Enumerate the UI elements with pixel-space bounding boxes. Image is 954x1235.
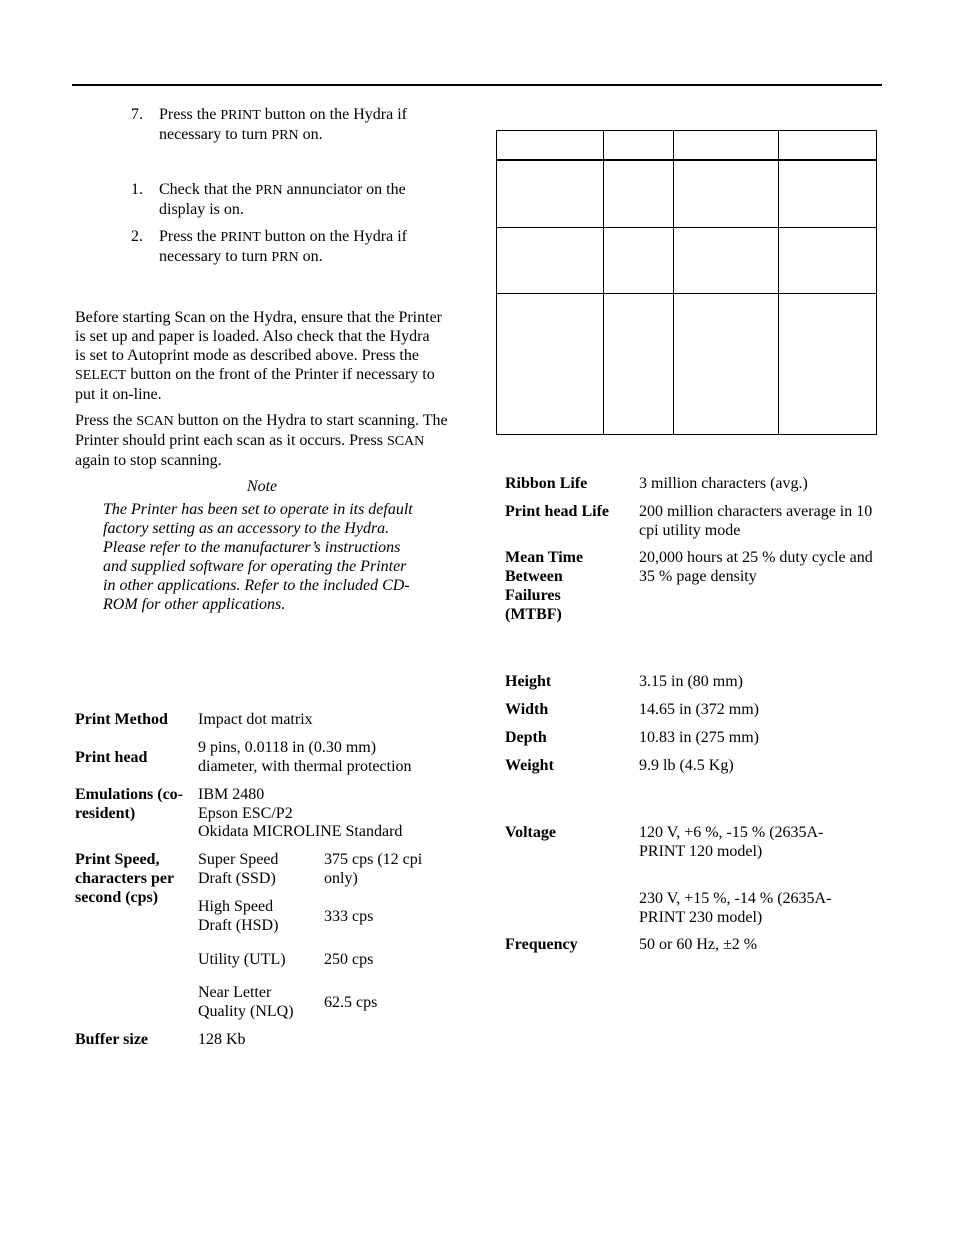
spec-value: 14.65 in (372 mm) [639,701,759,718]
spec-value: 50 or 60 Hz, ±2 % [639,936,758,953]
spec-value: 9 pins, 0.0118 in (0.30 mm) diameter, with thermal protection [198,739,412,775]
step-number: 2. [131,228,143,245]
prn-annunciator-ref: PRN [271,250,299,265]
note-title: Note [246,478,278,495]
spec-label: Voltage [505,824,556,841]
emulation-epson: Epson ESC/P2 [198,805,293,822]
scan-button-ref: SCAN [386,434,425,449]
spec-value: 200 million characters average in 10 cpi utility mode [639,503,873,539]
step-list-prn [131,180,441,267]
spec-label: Mean Time Between Failures (MTBF) [505,549,584,623]
header-rule [72,84,882,86]
voltage-120: 120 V, +6 %, -15 % (2635A-PRINT 120 model) [639,824,824,860]
spec-label: Print head Life [505,503,609,520]
spec-value: 3.15 in (80 mm) [639,673,743,690]
spec-value: 128 Kb [198,1031,246,1048]
spec-label: Buffer size [75,1031,149,1048]
speed-mode: High Speed Draft (HSD) [198,898,279,934]
spec-value: 3 million characters (avg.) [639,475,808,492]
spec-label: Height [505,673,552,690]
spec-label: Width [505,701,549,718]
table-row-divider [497,227,876,228]
scan-button-ref: SCAN [136,414,174,429]
table-divider [603,131,604,434]
voltage-230: 230 V, +15 %, -14 % (2635A-PRINT 230 model) [639,890,832,926]
step-number: 1. [131,181,143,198]
spec-label: Weight [505,757,554,774]
print-button-ref: PRINT [220,108,261,123]
step-list-top [131,105,441,145]
spec-value: 10.83 in (275 mm) [639,729,759,746]
table-header-rule [497,159,876,161]
spec-label: Emulations (co-resident) [75,786,183,822]
emulation-ibm: IBM 2480 [198,786,265,803]
speed-value: 62.5 cps [324,994,378,1011]
spec-label: Frequency [505,936,578,953]
speed-mode: Super Speed Draft (SSD) [198,851,279,887]
table-row-divider [497,293,876,294]
paragraph-before-scan: Before starting Scan on the Hydra, ensure that the Printer is set up and paper is loaded. Also check that the Hydra is set to Autoprint mode as described above. Press the SELECT button on the front of the Printer if necessary to put it on-line. [75,309,442,403]
table-divider [673,131,674,434]
speed-mode: Utility (UTL) [198,951,286,968]
speed-value: 333 cps [324,908,374,925]
spec-label: Print head [75,749,148,766]
note-body: The Printer has been set to operate in its default factory setting as an accessory to the Hydra. Please refer to the manufacturer’s instructions and supplied software for operating the Printer in other applications. Refer to the included CD-ROM for other applications. [103,501,413,613]
spec-value: Impact dot matrix [198,711,313,728]
list-item: 1. Check that the PRN annunciator on the display is on. [131,181,406,218]
spec-label: Depth [505,729,547,746]
table-divider [778,131,779,434]
spec-label: Ribbon Life [505,475,588,492]
spec-label: Print Method [75,711,168,728]
list-item: 7. Press the PRINT button on the Hydra if necessary to turn PRN on. [131,106,407,143]
print-button-ref: PRINT [220,230,261,245]
paragraph-scan: Press the SCAN button on the Hydra to start scanning. The Printer should print each scan as it occurs. Press SCAN again to stop scanning. [75,412,448,469]
speed-mode: Near Letter Quality (NLQ) [198,984,294,1020]
spec-value: 20,000 hours at 25 % duty cycle and 35 % page density [639,549,873,585]
prn-annunciator-ref: PRN [271,128,299,143]
speed-value: 250 cps [324,951,374,968]
speed-value: 375 cps (12 cpi only) [324,851,423,887]
step-number: 7. [131,106,143,123]
list-item: 2. Press the PRINT button on the Hydra if necessary to turn PRN on. [131,228,407,265]
empty-table [496,130,877,435]
spec-value: 9.9 lb (4.5 Kg) [639,757,734,774]
select-button-ref: SELECT [75,368,127,383]
emulation-okidata: Okidata MICROLINE Standard [198,823,403,840]
prn-annunciator-ref: PRN [255,183,283,198]
spec-label: Print Speed, characters per second (cps) [75,851,174,906]
